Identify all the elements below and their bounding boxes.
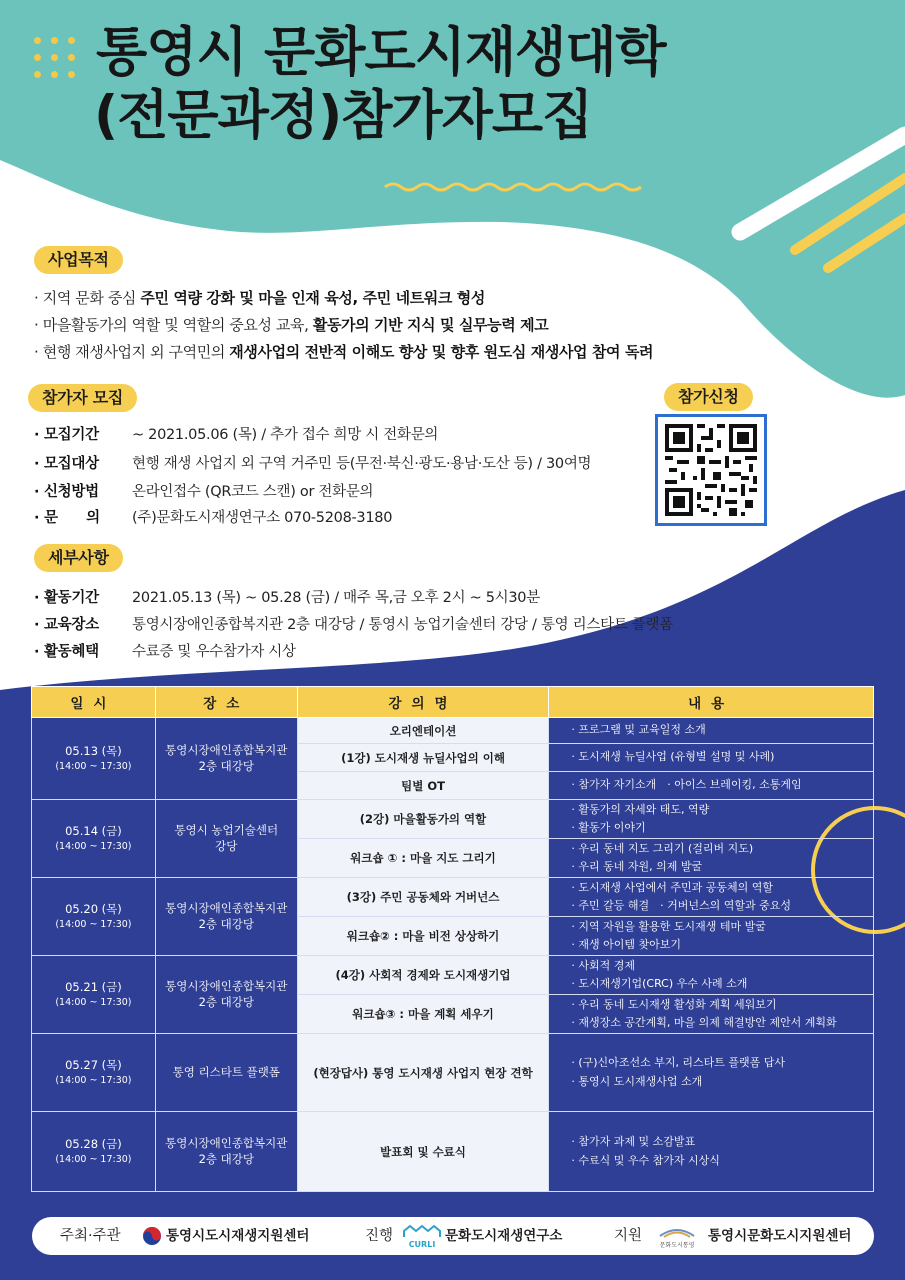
- lecture-desc: · (구)신아조선소 부지, 리스타트 플랫폼 답사 · 통영시 도시재생사업 소개: [549, 1034, 874, 1112]
- lecture-title: (1강) 도시재생 뉴딜사업의 이해: [297, 744, 549, 772]
- schedule-table: [31, 686, 874, 1192]
- lecture-title: 오리엔테이션: [297, 718, 549, 744]
- header-lecture: 강의명: [297, 687, 549, 718]
- lecture-desc: · 활동가의 자세와 태도, 역량 · 활동가 이야기: [549, 800, 874, 839]
- recruit-row: · 신청방법 온라인접수 (QR코드 스캔) or 전화문의: [34, 484, 374, 500]
- session-date: 05.27 (목) (14:00 ~ 17:30): [32, 1034, 156, 1112]
- lecture-title: 발표회 및 수료식: [297, 1112, 549, 1192]
- session-place: 통영 리스타트 플랫폼: [155, 1034, 297, 1112]
- recruit-badge: 참가자 모집: [28, 384, 137, 412]
- decorative-dots: [34, 37, 76, 79]
- host-org-wrap: [166, 1217, 309, 1255]
- lecture-desc: · 사회적 경제 · 도시재생기업(CRC) 우수 사례 소개: [549, 956, 874, 995]
- header-content: 내용: [549, 687, 874, 718]
- table-row: [32, 878, 874, 917]
- lecture-title: (3강) 주민 공동체와 거버넌스: [297, 878, 549, 917]
- host-label: 주최·주관: [60, 1228, 121, 1244]
- lecture-desc: · 우리 동네 도시재생 활성화 계획 세워보기 · 재생장소 공간계획, 마을 의제 해결방안 제안서 계획화: [549, 995, 874, 1034]
- session-date: 05.13 (목) (14:00 ~ 17:30): [32, 718, 156, 800]
- taegeuk-logo-icon: [142, 1226, 162, 1246]
- recruit-row: · 모집대상 현행 재생 사업지 외 구역 거주민 등(무전·북신·광도·용남·도산 등) / 30여명: [34, 456, 592, 472]
- lecture-title: 워크숍 ① : 마을 지도 그리기: [297, 839, 549, 878]
- svg-text:CURLI: CURLI: [408, 1240, 436, 1249]
- session-date: 05.21 (금) (14:00 ~ 17:30): [32, 956, 156, 1034]
- curli-logo-icon: [402, 1223, 442, 1249]
- table-row: [32, 718, 874, 744]
- lecture-title: 워크숍② : 마을 비전 상상하기: [297, 917, 549, 956]
- lecture-desc: · 도시재생 사업에서 주민과 공동체의 역할 · 주민 갈등 해결 · 거버넌스의 역할과 중요성: [549, 878, 874, 917]
- details-row: · 활동혜택 수료증 및 우수참가자 시상: [34, 644, 296, 660]
- session-place: 통영시장애인종합복지관 2층 대강당: [155, 718, 297, 800]
- session-date: 05.14 (금) (14:00 ~ 17:30): [32, 800, 156, 878]
- run-org-wrap: [445, 1217, 562, 1255]
- lecture-title: (현장답사) 통영 도시재생 사업지 현장 견학: [297, 1034, 549, 1112]
- header-date: 일시: [32, 687, 156, 718]
- support-label: 지원: [614, 1228, 643, 1244]
- lecture-desc: · 참가자 자기소개 · 아이스 브레이킹, 소통게임: [549, 772, 874, 800]
- svg-text:문화도시통영: 문화도시통영: [659, 1242, 695, 1249]
- recruit-row: · 모집기간 ~ 2021.05.06 (목) / 추가 접수 희망 시 전화문의: [34, 427, 439, 443]
- support-credit: [614, 1217, 642, 1255]
- header-place: 장소: [155, 687, 297, 718]
- table-row: [32, 1112, 874, 1192]
- session-date: 05.20 (목) (14:00 ~ 17:30): [32, 878, 156, 956]
- details-row: · 교육장소 통영시장애인종합복지관 2층 대강당 / 통영시 농업기술센터 강당 / 통영 리스타트 플랫폼: [34, 617, 673, 633]
- session-place: 통영시 농업기술센터 강당: [155, 800, 297, 878]
- session-date: 05.28 (금) (14:00 ~ 17:30): [32, 1112, 156, 1192]
- table-row: [32, 956, 874, 995]
- table-row: [32, 1034, 874, 1112]
- lecture-desc: · 우리 동네 지도 그리기 (걸리버 지도) · 우리 동네 자원, 의제 발굴: [549, 839, 874, 878]
- host-org: 통영시도시재생지원센터: [166, 1228, 310, 1244]
- lecture-title: (2강) 마을활동가의 역할: [297, 800, 549, 839]
- support-org-wrap: [708, 1217, 851, 1255]
- details-badge: 세부사항: [34, 544, 123, 572]
- footer-bar: [32, 1217, 874, 1255]
- table-header-row: [32, 687, 874, 718]
- session-place: 통영시장애인종합복지관 2층 대강당: [155, 956, 297, 1034]
- host-credit: [60, 1217, 121, 1255]
- purpose-item: · 마을활동가의 역할 및 역할의 중요성 교육, 활동가의 기반 지식 및 실무능력 제고: [34, 316, 549, 334]
- lecture-desc: · 참가자 과제 및 소감발표 · 수료식 및 우수 참가자 시상식: [549, 1112, 874, 1192]
- qr-code-icon: [665, 424, 757, 516]
- lecture-desc: · 프로그램 및 교육일정 소개: [549, 718, 874, 744]
- lecture-desc: · 도시재생 뉴딜사업 (유형별 설명 및 사례): [549, 744, 874, 772]
- details-row: · 활동기간 2021.05.13 (목) ~ 05.28 (금) / 매주 목,금 오후 2시 ~ 5시30분: [34, 590, 540, 606]
- run-org: 문화도시재생연구소: [445, 1228, 563, 1244]
- lecture-title: 워크숍③ : 마을 계획 세우기: [297, 995, 549, 1034]
- apply-badge: 참가신청: [664, 383, 753, 411]
- title-line-1: 통영시 문화도시재생대학: [96, 22, 666, 83]
- session-place: 통영시장애인종합복지관 2층 대강당: [155, 878, 297, 956]
- purpose-item: · 현행 재생사업지 외 구역민의 재생사업의 전반적 이해도 향상 및 향후 원도심 재생사업 참여 독려: [34, 343, 654, 361]
- lecture-title: 팀별 OT: [297, 772, 549, 800]
- support-org: 통영시문화도시지원센터: [708, 1228, 852, 1244]
- lecture-desc: · 지역 자원을 활용한 도시재생 테마 발굴 · 재생 아이템 찾아보기: [549, 917, 874, 956]
- table-row: [32, 800, 874, 839]
- lecture-title: (4강) 사회적 경제와 도시재생기업: [297, 956, 549, 995]
- culture-city-logo-icon: [652, 1222, 702, 1250]
- page-title: [96, 22, 666, 147]
- purpose-item: · 지역 문화 중심 주민 역량 강화 및 마을 인재 육성, 주민 네트워크 형성: [34, 289, 485, 307]
- purpose-badge: 사업목적: [34, 246, 123, 274]
- recruit-row: · 문 의 (주)문화도시재생연구소 070-5208-3180: [34, 510, 393, 526]
- session-place: 통영시장애인종합복지관 2층 대강당: [155, 1112, 297, 1192]
- run-credit: [365, 1217, 393, 1255]
- qr-code[interactable]: [655, 414, 767, 526]
- run-label: 진행: [365, 1228, 394, 1244]
- title-line-2: (전문과정)참가자모집: [94, 84, 593, 146]
